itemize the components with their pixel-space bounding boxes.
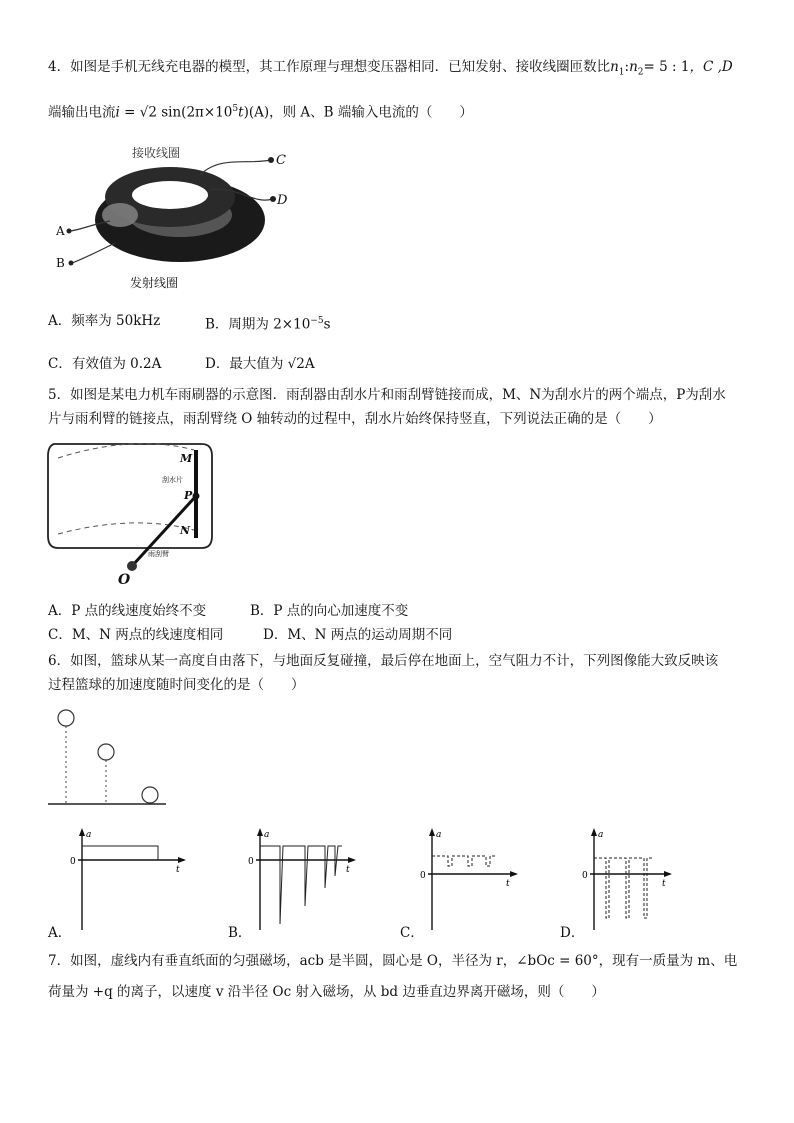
q4-ratio-n2: n	[629, 59, 638, 75]
q4-formula-sqrt: √2	[139, 104, 157, 121]
upper-arc	[58, 444, 194, 458]
q5-option-d: D．M、N 两点的运动周期不同	[263, 627, 453, 643]
label-c: C	[276, 153, 286, 168]
label-d: D	[277, 193, 288, 208]
q4-option-d-pre: D．最大值为	[205, 356, 288, 372]
label-transmit-coil: 发射线圈	[130, 276, 179, 290]
q4-option-b	[205, 312, 331, 334]
wire-b	[72, 243, 115, 263]
label-p: P	[184, 489, 193, 502]
point-p	[193, 493, 200, 500]
q6-option-c: C．	[400, 925, 424, 941]
q4-ratio-sep: :	[624, 59, 630, 75]
q4-option-d-sqrt: √2	[287, 356, 305, 372]
q4-formula-close: )(A)	[243, 104, 270, 121]
graph-c-label-t: t	[506, 879, 510, 889]
label-n: N	[180, 524, 191, 537]
q4-cd-label: ，C ,D	[689, 59, 733, 75]
graph-b-curve	[260, 846, 342, 924]
q6-line2: 过程篮球的加速度随时间变化的是（ ）	[48, 677, 305, 693]
label-b: B	[56, 256, 65, 270]
q4-ratio-n1-sub: 1	[618, 67, 625, 78]
label-a: A	[56, 224, 65, 238]
q4-option-a: A．频率为 50kHz	[48, 313, 161, 329]
lower-arc	[58, 523, 194, 534]
q4-option-b-pre: B．周期为 2×10	[205, 316, 311, 333]
q4-option-d-post: A	[304, 356, 315, 372]
graph-c-label-a: a	[436, 830, 442, 840]
q4-line2-pre: 端输出电流	[48, 104, 116, 121]
receive-coil-hole	[132, 181, 208, 209]
label-receive-coil: 接收线圈	[132, 146, 181, 160]
q6-option-d: D．	[560, 925, 585, 941]
q4-ratio-n2-sub: 2	[637, 67, 644, 78]
q5-line2: 片与雨利臂的链接点，雨刮臂绕 O 轴转动的过程中，刮水片始终保持竖直，下列说法正确的是（ ）	[48, 411, 662, 427]
q4-ratio-value: = 5 : 1	[643, 59, 690, 75]
label-arm: 雨刮臂	[148, 550, 169, 558]
q4-option-b-post: s	[323, 316, 331, 333]
q7-line2: 荷量为 +q 的离子，以速度 v 沿半径 Oc 射入磁场，从 bd 边垂直边界离开磁场，则（ ）	[48, 984, 605, 1000]
terminal-d	[270, 196, 276, 202]
graph-d-label-0: 0	[582, 871, 588, 881]
pivot-o	[127, 561, 137, 571]
q6-graph-b	[242, 826, 362, 934]
q4-option-d	[205, 355, 315, 373]
terminal-a	[67, 229, 72, 234]
q4-line2	[48, 100, 473, 122]
q4-stem-text: 4．如图是手机无线充电器的模型，其工作原理与理想变压器相同．已知发射、接收线圈匝数比	[48, 59, 611, 75]
graph-d-label-a: a	[598, 830, 604, 840]
q4-coil-figure	[50, 135, 310, 295]
graph-a-curve	[82, 846, 158, 860]
graph-c-curve	[432, 856, 496, 866]
label-blade: 刮水片	[162, 476, 183, 484]
q5-option-a: A．P 点的线速度始终不变	[48, 603, 207, 619]
q5-wiper-figure	[44, 436, 224, 588]
label-o: O	[118, 572, 131, 588]
q4-formula-sin: sin	[156, 104, 182, 121]
graph-b-label-0: 0	[248, 857, 254, 867]
wire-c	[200, 160, 270, 175]
q5-option-b: B．P 点的向心加速度不变	[250, 603, 409, 619]
terminal-b	[69, 261, 74, 266]
graph-a-label-0: 0	[70, 857, 76, 867]
q4-formula-exp: 5	[232, 104, 239, 114]
label-m: M	[180, 452, 193, 465]
q6-option-b: B．	[228, 925, 252, 941]
graph-b-label-t: t	[346, 865, 350, 875]
q6-line1: 6．如图，篮球从某一高度自由落下，与地面反复碰撞，最后停在地面上，空气阻力不计，下列图像能大致反映该	[48, 653, 719, 669]
graph-d-label-t: t	[662, 879, 666, 889]
q6-graph-c	[414, 826, 524, 934]
graph-a-label-a: a	[86, 830, 92, 840]
q4-line1	[48, 58, 733, 82]
graph-a-label-t: t	[176, 865, 180, 875]
q4-option-c: C．有效值为 0.2A	[48, 356, 162, 372]
q4-formula-arg: (2π×10	[181, 104, 233, 121]
graph-d-curve	[594, 858, 652, 918]
q6-ball-figure	[44, 704, 174, 814]
q6-graph-d	[576, 826, 676, 934]
q6-option-a: A．	[48, 925, 72, 941]
q4-formula-i: i	[115, 104, 120, 121]
ball-3	[142, 787, 158, 803]
graph-b-label-a: a	[264, 830, 270, 840]
q6-graph-a	[60, 826, 190, 934]
q4-formula-eq: =	[119, 104, 140, 121]
q4-ratio-n1: n	[610, 59, 619, 75]
ball-2	[98, 744, 114, 760]
q5-option-c: C．M、N 两点的线速度相同	[48, 627, 224, 643]
q4-formula-t: t	[238, 104, 244, 121]
terminal-c	[268, 157, 274, 163]
q4-line2-post: ，则 A、B 端输入电流的（ ）	[269, 104, 473, 121]
q7-line1: 7．如图，虚线内有垂直纸面的匀强磁场，acb 是半圆，圆心是 O，半径为 r，∠bOc = 60°，现有一质量为 m、电	[48, 953, 738, 969]
ball-1	[58, 710, 74, 726]
graph-c-label-0: 0	[420, 871, 426, 881]
q4-option-b-exp: −5	[310, 316, 324, 326]
q5-line1: 5．如图是某电力机车雨刷器的示意图．雨刮器由刮水片和雨刮臂链接而成，M、N为刮水片的两个端点，P为刮水	[48, 387, 726, 403]
